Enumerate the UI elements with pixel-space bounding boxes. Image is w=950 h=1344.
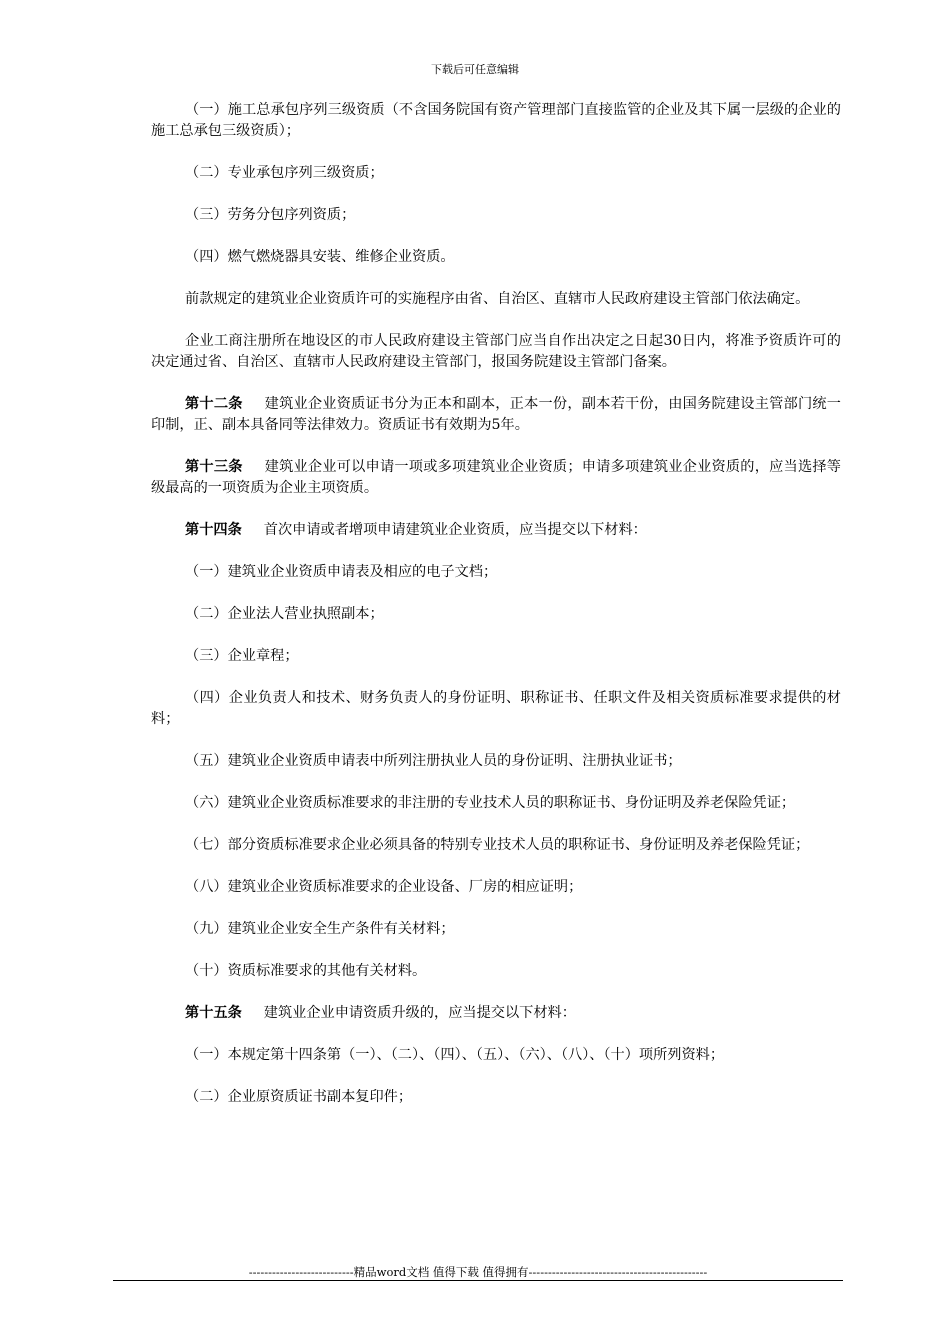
article-paragraph <box>151 457 841 499</box>
article-paragraph <box>151 394 841 436</box>
paragraph-text: （一）建筑业企业资质申请表及相应的电子文档； <box>185 564 498 580</box>
paragraph-text: （一）施工总承包序列三级资质（不含国务院国有资产管理部门直接监管的企业及其下属一层级的企业的施工总承包三级资质）； <box>151 102 841 139</box>
paragraph-text: 前款规定的建筑业企业资质许可的实施程序由省、自治区、直辖市人民政府建设主管部门依法确定。 <box>185 291 810 307</box>
article-paragraph <box>151 520 841 541</box>
paragraph <box>151 835 841 856</box>
article-paragraph <box>151 1003 841 1024</box>
paragraph <box>151 961 841 982</box>
paragraph-text: （十）资质标准要求的其他有关材料。 <box>185 963 427 979</box>
paragraph-text: （七）部分资质标准要求企业必须具备的特别专业技术人员的职称证书、身份证明及养老保险凭证； <box>185 837 810 853</box>
paragraph <box>151 100 841 142</box>
paragraph-text: 企业工商注册所在地设区的市人民政府建设主管部门应当自作出决定之日起30日内，将准予资质许可的决定通过省、自治区、直辖市人民政府建设主管部门，报国务院建设主管部门备案。 <box>151 333 841 370</box>
paragraph-text: （九）建筑业企业安全生产条件有关材料； <box>185 921 455 937</box>
article-number: 第十二条 <box>185 396 243 412</box>
paragraph-text: 建筑业企业申请资质升级的，应当提交以下材料： <box>263 1005 576 1021</box>
paragraph <box>151 646 841 667</box>
paragraph <box>151 289 841 310</box>
paragraph-text: （一）本规定第十四条第（一）、（二）、（四）、（五）、（六）、（八）、（十）项所列资料； <box>185 1047 725 1063</box>
page-footer: ---------------------------精品word文档 值得下载 值得拥有---------------------------------------------- <box>248 1265 708 1279</box>
paragraph <box>151 205 841 226</box>
page-header: 下载后可任意编辑 <box>431 63 519 76</box>
paragraph-text: （三）劳务分包序列资质； <box>185 207 356 223</box>
document-body <box>151 100 841 1129</box>
paragraph <box>151 919 841 940</box>
paragraph <box>151 331 841 373</box>
paragraph <box>151 163 841 184</box>
paragraph <box>151 1045 841 1066</box>
article-number: 第十五条 <box>185 1005 242 1021</box>
paragraph <box>151 877 841 898</box>
paragraph <box>151 1087 841 1108</box>
paragraph-text: （四）燃气燃烧器具安装、维修企业资质。 <box>185 249 455 265</box>
paragraph <box>151 562 841 583</box>
paragraph-text: （四）企业负责人和技术、财务负责人的身份证明、职称证书、任职文件及相关资质标准要求提供的材料； <box>151 690 841 727</box>
paragraph-text: （二）企业原资质证书副本复印件； <box>185 1089 413 1105</box>
paragraph-text: （五）建筑业企业资质申请表中所列注册执业人员的身份证明、注册执业证书； <box>185 753 682 769</box>
paragraph-text: （二）专业承包序列三级资质； <box>185 165 384 181</box>
paragraph-text: （六）建筑业企业资质标准要求的非注册的专业技术人员的职称证书、身份证明及养老保险凭证； <box>185 795 796 811</box>
paragraph <box>151 793 841 814</box>
paragraph-text: （八）建筑业企业资质标准要求的企业设备、厂房的相应证明； <box>185 879 583 895</box>
paragraph-text: 首次申请或者增项申请建筑业企业资质，应当提交以下材料： <box>263 522 647 538</box>
paragraph-text: （三）企业章程； <box>185 648 299 664</box>
paragraph <box>151 751 841 772</box>
paragraph-text: 建筑业企业资质证书分为正本和副本，正本一份，副本若干份，由国务院建设主管部门统一印制，正、副本具备同等法律效力。资质证书有效期为5年。 <box>151 396 841 433</box>
paragraph-text: （二）企业法人营业执照副本； <box>185 606 384 622</box>
paragraph <box>151 247 841 268</box>
article-number: 第十三条 <box>185 459 243 475</box>
paragraph <box>151 688 841 730</box>
article-number: 第十四条 <box>185 522 242 538</box>
footer-divider <box>113 1280 843 1281</box>
paragraph-text: 建筑业企业可以申请一项或多项建筑业企业资质；申请多项建筑业企业资质的，应当选择等级最高的一项资质为企业主项资质。 <box>151 459 841 496</box>
paragraph <box>151 604 841 625</box>
